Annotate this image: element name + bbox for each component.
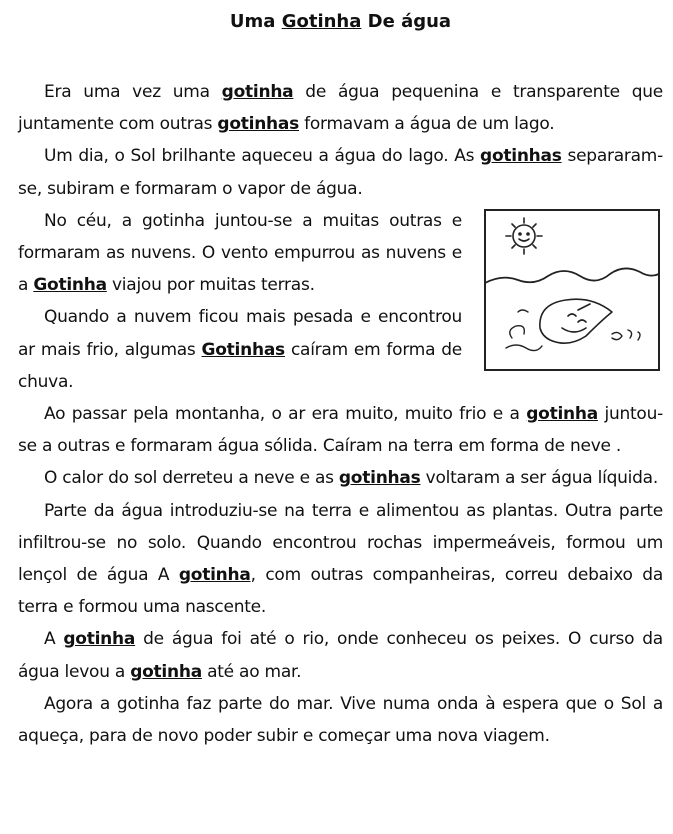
paragraph-text: O calor do sol derreteu a neve e as [44, 468, 339, 489]
paragraph-text: viajou por muitas terras. [106, 275, 315, 296]
page-title [18, 10, 663, 34]
sun-cloud-drop-illustration [482, 208, 663, 373]
keyword-gotinha: gotinha [526, 404, 598, 425]
title-pre: Uma [229, 11, 282, 32]
story-paragraph [18, 140, 663, 204]
story-paragraph [18, 462, 663, 494]
paragraph-text: Era uma vez uma [44, 82, 222, 102]
title-keyword: Gotinha [281, 11, 362, 32]
story-body [18, 76, 663, 752]
story-paragraph [18, 398, 663, 462]
paragraph-text: de água pequenina e transparente que juntamente com outras [18, 82, 663, 135]
paragraph-text: Ao passar pela montanha, o ar era muito, muito frio e a [44, 404, 527, 425]
keyword-gotinha: Gotinha [33, 275, 107, 296]
paragraph-text: Um dia, o Sol brilhante aqueceu a água do lago. As [44, 146, 481, 167]
keyword-gotinha: gotinhas [338, 468, 421, 489]
keyword-gotinha: gotinha [63, 629, 136, 650]
keyword-gotinha: gotinhas [217, 114, 300, 135]
paragraph-text: No céu, a gotinha juntou-se a muitas outras e formaram as nuvens. O vento empurrou as nuvens e a [18, 210, 462, 296]
paragraph-text: até ao mar. [201, 661, 302, 682]
title-post: De água [361, 11, 452, 32]
keyword-gotinha: gotinhas [480, 146, 562, 167]
paragraph-text: Parte da água introduziu-se na terra e alimentou as plantas. Outra parte infiltrou-se no solo. Quando encontrou rochas impermeáveis, formou um lençol de água A [18, 500, 663, 586]
keyword-gotinha: Gotinhas [201, 339, 285, 360]
paragraph-text: de água foi até o rio, onde conheceu os peixes. O curso da água levou a [18, 629, 663, 682]
paragraph-text: A [44, 629, 64, 650]
paragraph-text: , com outras companheiras, correu debaixo da terra e formou uma nascente. [18, 565, 663, 618]
paragraph-text: caíram em forma de chuva. [18, 339, 462, 392]
paragraph-text: Agora a gotinha faz parte do mar. Vive numa onda à espera que o Sol a aqueça, para de novo poder subir e começar uma nova viagem. [18, 693, 663, 747]
story-paragraph [18, 688, 663, 752]
paragraph-text: separaram-se, subiram e formaram o vapor de água. [18, 146, 663, 199]
story-paragraph [18, 76, 663, 140]
illustration-svg [482, 208, 663, 373]
keyword-gotinha: gotinha [221, 82, 294, 102]
keyword-gotinha: gotinha [178, 565, 251, 586]
keyword-gotinha: gotinha [130, 661, 202, 682]
document-page [18, 10, 663, 752]
paragraph-text: juntou-se a outras e formaram água sólida. Caíram na terra em forma de neve . [18, 404, 663, 457]
story-paragraph [18, 495, 663, 624]
paragraph-text: voltaram a ser água líquida. [420, 468, 658, 489]
paragraph-text: Quando a nuvem ficou mais pesada e encontrou ar mais frio, algumas [18, 307, 462, 360]
paragraph-text: formavam a água de um lago. [299, 114, 555, 135]
story-paragraph [18, 623, 663, 687]
